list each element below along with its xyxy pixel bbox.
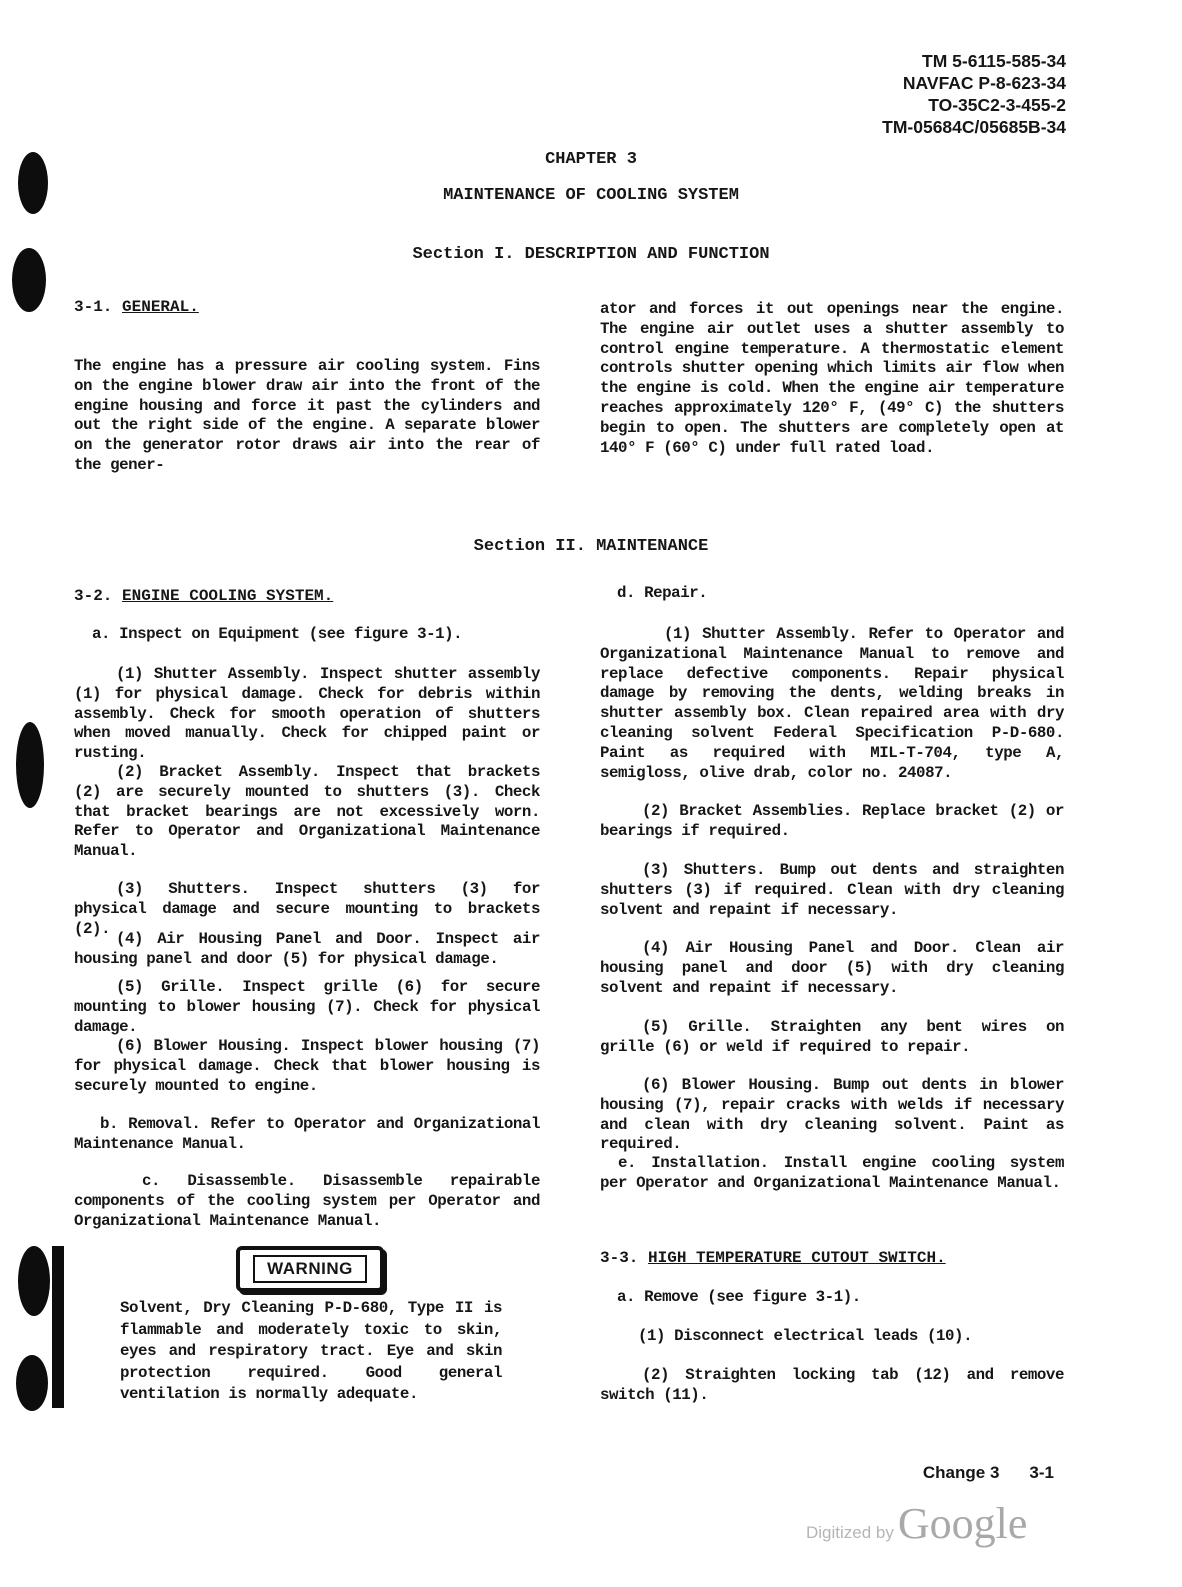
step-3-3-a2: (2) Straighten locking tab (12) and remove switch (11). <box>600 1366 1064 1404</box>
page-number: 3-1 <box>1029 1463 1054 1482</box>
chapter-number: CHAPTER 3 <box>545 150 637 169</box>
step-b-removal: b. Removal. Refer to Operator and Organizational Maintenance Manual. <box>74 1115 540 1153</box>
document-ids <box>882 50 1066 138</box>
heading-number: 3-2. <box>74 587 113 605</box>
warning-label: WARNING <box>253 1255 367 1283</box>
doc-id: NAVFAC P-8-623-34 <box>902 73 1066 93</box>
binder-hole <box>18 1246 50 1316</box>
chapter-title: MAINTENANCE OF COOLING SYSTEM <box>443 186 739 205</box>
warning-text: Solvent, Dry Cleaning P-D-680, Type II is flammable and moderately toxic to skin, eyes and respiratory tract. Eye and skin protection required. Good general ventilation is normally adequate. <box>120 1299 502 1403</box>
step-3-3-a-remove: a. Remove (see figure 3-1). <box>617 1288 861 1306</box>
step-d2-bracket-assemblies: (2) Bracket Assemblies. Replace bracket (2) or bearings if required. <box>600 802 1064 840</box>
section-2-title: Section II. MAINTENANCE <box>473 537 709 556</box>
step-a6-blower-housing: (6) Blower Housing. Inspect blower housing (7) for physical damage. Check that blower housing is securely mounted to engine. <box>74 1037 540 1095</box>
general-paragraph-left: The engine has a pressure air cooling system. Fins on the engine blower draw air into the front of the engine housing and force it past the cylinders and out the right side of the engine. A separate blower on the generator rotor draws air into the rear of the gener- <box>74 357 540 474</box>
step-a3-shutters: (3) Shutters. Inspect shutters (3) for physical damage and secure mounting to brackets (2). <box>74 880 540 938</box>
step-a2-bracket-assembly: (2) Bracket Assembly. Inspect that brackets (2) are securely mounted to shutters (3). Check that bracket bearings are not excessively worn. Refer to Operator and Organizational Maintenance Manual. <box>74 763 540 861</box>
doc-id: TO-35C2-3-455-2 <box>928 95 1066 115</box>
digitized-by-text: Digitized by <box>806 1523 894 1542</box>
step-d6-blower-housing: (6) Blower Housing. Bump out dents in blower housing (7), repair cracks with welds if necessary and clean with dry cleaning solvent. Paint as required. <box>600 1076 1064 1154</box>
page-footer <box>923 1463 1054 1483</box>
heading-3-2 <box>74 587 333 605</box>
step-d4-air-housing: (4) Air Housing Panel and Door. Clean air housing panel and door (5) with dry cleaning solvent and repaint if necessary. <box>600 939 1064 997</box>
step-a1-shutter-assembly: (1) Shutter Assembly. Inspect shutter assembly (1) for physical damage. Check for debris within assembly. Check for smooth operation of shutters when moved manually. Check for chipped paint or rusting. <box>74 665 540 763</box>
step-e-installation: e. Installation. Install engine cooling system per Operator and Organizational Maintenance Manual. <box>600 1154 1064 1192</box>
section-1-title: Section I. DESCRIPTION AND FUNCTION <box>412 245 770 264</box>
step-a5-grille: (5) Grille. Inspect grille (6) for secure mounting to blower housing (7). Check for physical damage. <box>74 978 540 1036</box>
google-logo: Google <box>897 1499 1028 1548</box>
change-bar <box>52 1246 64 1408</box>
general-paragraph-right: ator and forces it out openings near the engine. The engine air outlet uses a shutter assembly to control engine temperature. A thermostatic element controls shutter opening which limits air flow when the engine is cold. When the engine air temperature reaches approximately 120° F, (49° C) the shutters begin to open. The shutters are completely open at 140° F (60° C) under full rated load. <box>600 300 1064 457</box>
step-d5-grille: (5) Grille. Straighten any bent wires on grille (6) or weld if required to repair. <box>600 1018 1064 1056</box>
doc-id: TM 5-6115-585-34 <box>922 51 1066 71</box>
step-a-inspect: a. Inspect on Equipment (see figure 3-1). <box>92 625 463 643</box>
step-d3-shutters: (3) Shutters. Bump out dents and straighten shutters (3) if required. Clean with dry cleaning solvent and repaint if necessary. <box>600 861 1064 919</box>
digitized-watermark <box>806 1498 1027 1549</box>
heading-3-3 <box>600 1249 946 1267</box>
step-d-repair: d. Repair. <box>617 584 708 602</box>
heading-3-1 <box>74 298 199 316</box>
binder-hole <box>16 1355 48 1411</box>
step-c-disassemble: c. Disassemble. Disassemble repairable components of the cooling system per Operator and Organizational Maintenance Manual. <box>74 1172 540 1230</box>
binder-hole <box>16 722 44 808</box>
change-number: Change 3 <box>922 1463 1000 1482</box>
step-d1-shutter-assembly: (1) Shutter Assembly. Refer to Operator and Organizational Maintenance Manual to remove and replace defective components. Repair physical damage by removing the dents, welding breaks in shutter assembly box. Clean repaired area with dry cleaning solvent Federal Specification P-D-680. Paint as required with MIL-T-704, type A, semigloss, olive drab, color no. 24087. <box>600 625 1064 782</box>
doc-id: TM-05684C/05685B-34 <box>882 117 1066 137</box>
heading-text: GENERAL. <box>122 298 199 316</box>
heading-number: 3-1. <box>74 298 113 316</box>
step-a4-air-housing: (4) Air Housing Panel and Door. Inspect air housing panel and door (5) for physical damage. <box>74 930 540 968</box>
heading-text: HIGH TEMPERATURE CUTOUT SWITCH. <box>648 1249 946 1267</box>
warning-box <box>236 1246 384 1292</box>
heading-text: ENGINE COOLING SYSTEM. <box>122 587 334 605</box>
step-3-3-a1: (1) Disconnect electrical leads (10). <box>638 1327 973 1345</box>
heading-number: 3-3. <box>600 1249 639 1267</box>
